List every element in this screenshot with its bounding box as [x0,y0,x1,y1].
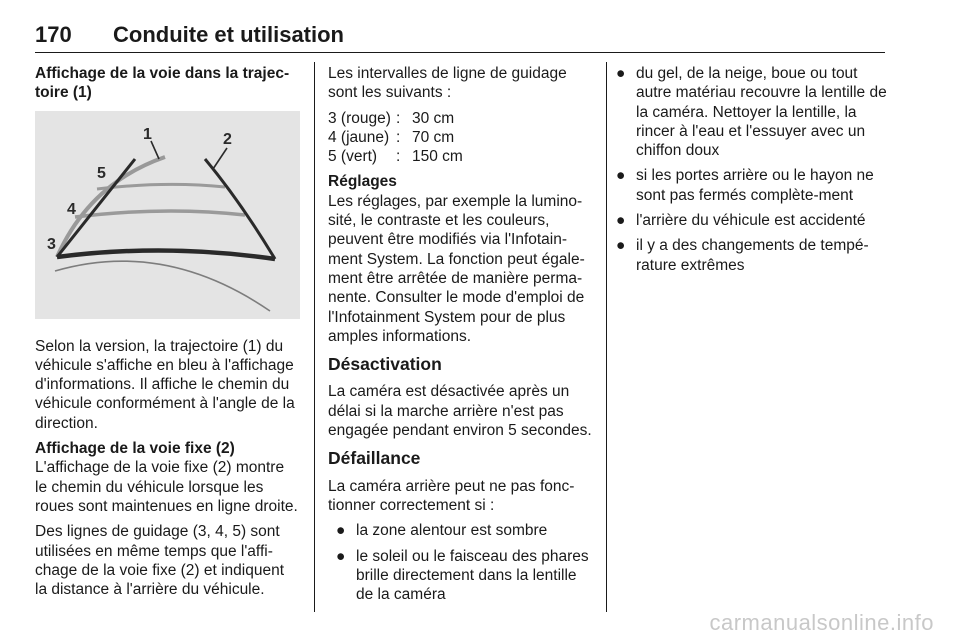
page-number: 170 [35,22,72,47]
page-header [35,22,885,52]
interval-row [328,128,593,147]
interval-row [328,109,593,128]
bullet-icon: ● [336,547,346,565]
failure-list-continued [616,64,888,275]
guide-line-5 [97,184,225,189]
heading-deactivation: Désactivation [328,354,442,375]
failure-text: La caméra arrière peut ne pas fonc-tionner correctement si : [328,477,575,514]
interval-separator: : [396,148,401,166]
list-item-text: l'arrière du véhicule est accidenté [636,212,866,230]
guide-line-3 [57,250,275,259]
list-item [616,236,888,275]
label-1: 1 [143,125,152,143]
label-5: 5 [97,164,106,182]
interval-separator: : [396,109,401,127]
bullet-icon: ● [616,167,626,185]
bullet-icon: ● [616,212,626,230]
list-item [616,64,888,160]
heading-fixed-lane: Affichage de la voie fixe (2) [35,440,235,458]
label-3: 3 [47,235,56,253]
guide-line-4 [75,211,245,217]
label-2: 2 [223,130,232,148]
interval-value: 30 cm [412,109,455,127]
interval-row [328,147,593,166]
interval-value: 150 cm [412,148,463,166]
camera-guide-figure [35,111,300,319]
interval-separator: : [396,128,401,146]
list-item-text: le soleil ou le faisceau des phares brille directement dans la lentille de la caméra [356,547,589,604]
list-item [616,166,888,205]
bullet-icon: ● [616,237,626,255]
failure-list [328,521,593,604]
label-4: 4 [67,200,76,218]
list-item-text: la zone alentour est sombre [356,522,548,540]
leader-1 [151,141,159,159]
deactivation-text: La caméra est désactivée après un délai si la marche arrière n'est pas engagée pendant environ 5 secondes. [328,383,592,440]
list-item-text: du gel, de la neige, boue ou tout autre matériau recouvre la lentille de la caméra. Nettoyer la lentille, la rincer à l'eau et l'essuyer avec un chiffon doux [636,65,887,160]
header-rule [35,52,885,53]
interval-label: 5 (vert) [328,148,378,166]
page-title: Conduite et utilisation [113,22,344,47]
list-item-text: il y a des changements de tempé-rature extrêmes [636,237,869,274]
heading-trajectory: Affichage de la voie dans la trajec-toire (1) [35,65,290,102]
reference-curve [55,261,270,311]
list-item [328,521,593,540]
intervals-intro: Les intervalles de ligne de guidage sont les suivants : [328,65,567,102]
interval-label: 4 (jaune) [328,128,390,146]
column-divider-2 [606,62,607,612]
column-2 [328,64,593,610]
heading-failure: Défaillance [328,448,421,469]
guide-lines-description: Des lignes de guidage (3, 4, 5) sont utilisées en même temps que l'affi-chage de la voie fixe (2) et indiquent la distance à l'arrière du véhicule. [35,523,285,599]
bullet-icon: ● [336,522,346,540]
interval-value: 70 cm [412,128,455,146]
column-3 [616,64,888,281]
bullet-icon: ● [616,65,626,82]
column-divider-1 [314,62,315,612]
guide-lines-diagram [35,111,300,319]
list-item-text: si les portes arrière ou le hayon ne sont pas fermés complète-ment [636,167,874,204]
fixed-lane-description: L'affichage de la voie fixe (2) montre le chemin du véhicule lorsque les roues sont maintenues en ligne droite. [35,459,298,515]
trajectory-description: Selon la version, la trajectoire (1) du véhicule s'affiche en bleu à l'affichage d'informations. Il affiche le chemin du véhicule conformément à l'angle de la direction. [35,337,295,432]
column-1 [35,64,300,605]
list-item [616,211,888,230]
list-item [328,547,593,605]
heading-settings: Réglages [328,173,397,191]
leader-2 [213,148,227,169]
settings-text: Les réglages, par exemple la lumino-sité, le contraste et les couleurs, peuvent être modifiés via l'Infotain-ment System. La fonction peut égale-ment être arrêtée de manière perma-nente. Consulter le mode d'emploi de l'Infotainment System pour de plus amples informations. [328,192,585,345]
interval-label: 3 (rouge) [328,109,391,127]
intervals-table [328,109,593,167]
watermark: carmanualsonline.info [709,610,934,635]
fixed-lane-right [205,159,275,259]
